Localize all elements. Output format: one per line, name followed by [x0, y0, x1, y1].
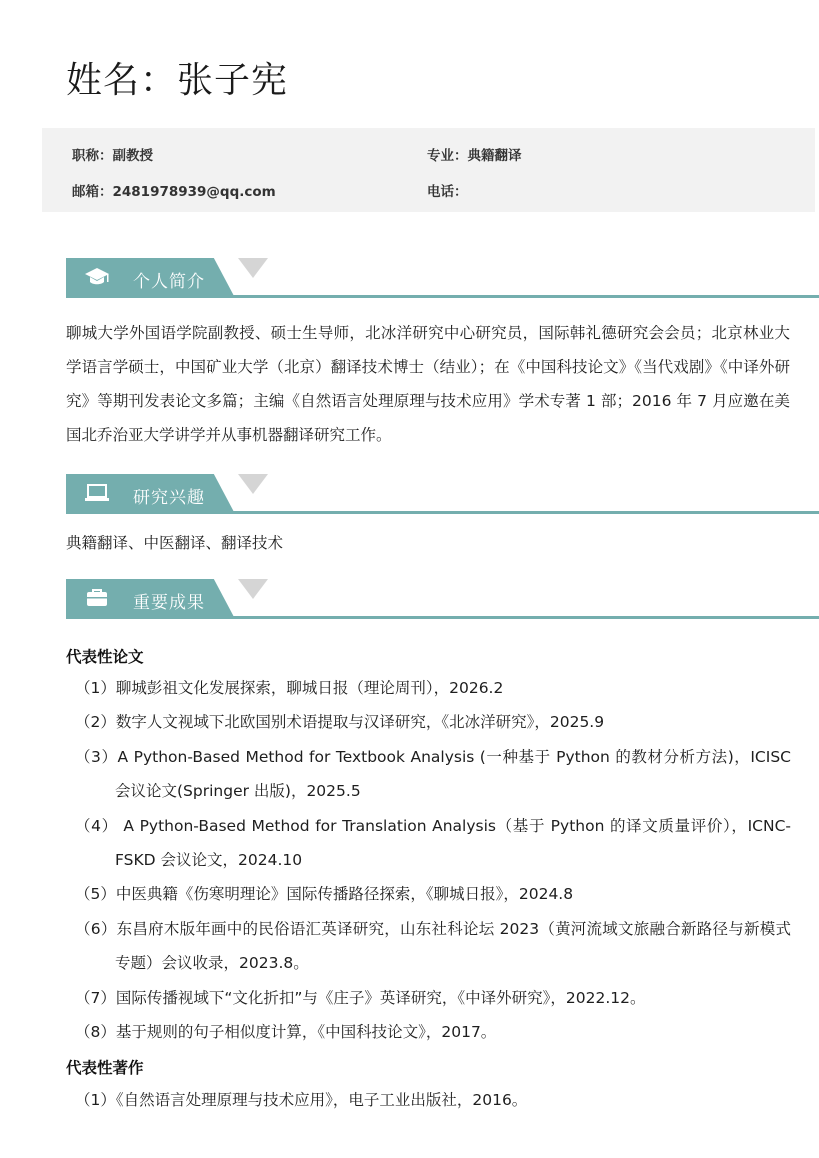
- papers-subtitle: 代表性论文: [66, 648, 144, 666]
- info-box: [42, 128, 815, 212]
- graduation-cap-icon: [84, 267, 110, 287]
- book-entry: （1）《自然语言处理原理与技术应用》，电子工业出版社，2016。: [75, 1091, 528, 1109]
- triangle-decoration: [238, 579, 268, 599]
- section-header-profile: [66, 258, 819, 298]
- paper-entry: （1）聊城彭祖文化发展探索，聊城日报（理论周刊），2026.2: [75, 679, 504, 697]
- section-header-achievements: [66, 579, 819, 619]
- paper-entry: （5）中医典籍《伤寒明理论》国际传播路径探索，《聊城日报》，2024.8: [75, 885, 574, 903]
- paper-entry: （6）东昌府木版年画中的民俗语汇英译研究，山东社科论坛 2023（黄河流域文旅融合新路径与新模式专题）会议收录，2023.8。: [75, 920, 791, 972]
- section-divider: [66, 295, 819, 298]
- paper-entry: （3）A Python-Based Method for Textbook Analysis (一种基于 Python 的教材分析方法)，ICISC 会议论文(Springer 出版)，2025.5: [75, 748, 791, 800]
- section-title: 个人简介: [133, 272, 205, 292]
- title-field: 职称：副教授: [72, 148, 153, 164]
- section-divider: [66, 511, 819, 514]
- paper-entry: （2）数字人文视域下北欧国别术语提取与汉译研究，《北冰洋研究》，2025.9: [75, 713, 605, 731]
- profile-text: 聊城大学外国语学院副教授、硕士生导师，北冰洋研究中心研究员，国际韩礼德研究会会员；北京林业大学语言学硕士，中国矿业大学（北京）翻译技术博士（结业）；在《中国科技论文》《当代戏剧》《中译外研究》等期刊发表论文多篇；主编《自然语言处理原理与技术应用》学术专著 1 部；2016 年 7 月应邀在美国北乔治亚大学讲学并从事机器翻译研究工作。: [66, 324, 790, 444]
- paper-entry: （8）基于规则的句子相似度计算，《中国科技论文》，2017。: [75, 1023, 497, 1041]
- section-header-research: [66, 474, 819, 514]
- paper-entry: （7）国际传播视域下“文化折扣”与《庄子》英译研究，《中译外研究》，2022.12。: [75, 989, 646, 1007]
- laptop-icon: [84, 483, 110, 503]
- section-title: 重要成果: [133, 593, 205, 613]
- books-subtitle: 代表性著作: [66, 1059, 144, 1077]
- section-divider: [66, 616, 819, 619]
- briefcase-icon: [84, 588, 110, 608]
- phone-field: 电话：: [427, 184, 468, 200]
- major-field: 专业：典籍翻译: [427, 148, 522, 164]
- triangle-decoration: [238, 474, 268, 494]
- research-text: 典籍翻译、中医翻译、翻译技术: [66, 534, 284, 552]
- page-title: 姓名：张子宪: [66, 60, 289, 101]
- triangle-decoration: [238, 258, 268, 278]
- paper-entry: （4） A Python-Based Method for Translation Analysis（基于 Python 的译文质量评价），ICNC-FSKD 会议论文，2024.10: [75, 817, 791, 869]
- section-title: 研究兴趣: [133, 488, 205, 508]
- email-field: 邮箱：2481978939@qq.com: [72, 184, 276, 200]
